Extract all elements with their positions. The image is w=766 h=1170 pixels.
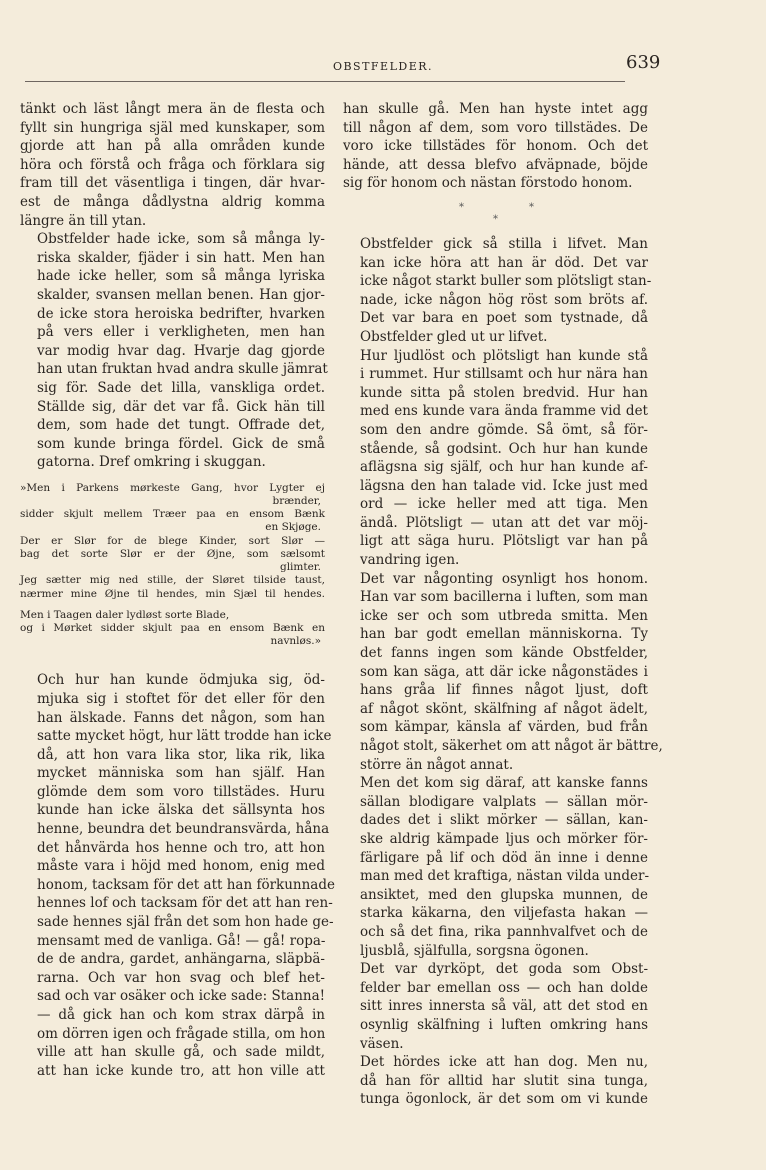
poem-line: glimter. [279, 561, 321, 574]
text-line: mjuka sig i stoftet för det eller för den [37, 690, 325, 707]
text-line: han bar godt emellan människorna. Ty [360, 626, 648, 643]
text-line: gatorna. Dref omkring i skuggan. [37, 454, 266, 471]
text-line: de de andra, gardet, anhängarna, släpbä- [37, 951, 325, 968]
text-line: Det var bara en poet som tystnade, då [360, 310, 648, 327]
asterisk: * [493, 213, 498, 225]
text-line: icke ser och som utbreda smitta. Men [360, 607, 648, 624]
text-line: ändå. Plötsligt — utan att det var möj- [360, 514, 648, 531]
text-line: måste vara i höjd med honom, enig med [37, 858, 325, 875]
text-line: fram till det väsentliga i tingen, där hvar- [20, 175, 325, 192]
poem-line: »Men i Parkens mørkeste Gang, hvor Lygter ej [20, 481, 325, 494]
poem-line: og i Mørket sidder skjult paa en ensom Bænk en [20, 621, 325, 634]
right-column [343, 100, 663, 1109]
text-line: stående, så godsint. Och hur han kunde [360, 440, 648, 457]
text-line: gjorde att han på alla områden kunde [20, 138, 325, 155]
text-line: väsen. [360, 1035, 404, 1052]
poem-line: Der er Slør for de blege Kinder, sort Slør — [20, 534, 325, 547]
text-line: af något skönt, skälfning af något ädelt, [360, 700, 648, 717]
text-line: satte mycket högt, hur lätt trodde han icke [37, 728, 332, 745]
text-line: ansiktet, med den glupska munnen, de [360, 886, 648, 903]
asterisk: * [459, 201, 464, 213]
asterism-divider [343, 193, 648, 235]
text-line: tänkt och läst långt mera än de flesta och [20, 101, 325, 117]
text-line: fyllt sin hungriga själ med kunskaper, som [20, 119, 325, 136]
text-line: om dörren igen och frågade stilla, om hon [37, 1025, 326, 1042]
text-line: dades det i slikt mörker — sällan, kan- [360, 812, 648, 829]
text-line: Obstfelder gled ut ur lifvet. [360, 328, 548, 345]
text-line: mensamt med de vanliga. Gå! — gå! ropa- [37, 932, 326, 949]
text-line: kunde sitta på stolen bredvid. Hur han [360, 384, 648, 401]
running-header: OBSTFELDER. [332, 60, 434, 73]
text-line: Obstfelder hade icke, som så många ly- [37, 231, 325, 248]
text-line: est de många dådlystna aldrig komma [20, 193, 325, 210]
poem-line: Men i Taagen daler lydløst sorte Blade, [20, 608, 230, 621]
text-line: hände, att dessa blefvo afväpnade, böjde [343, 156, 648, 173]
text-line: mycket människa som han själf. Han [37, 765, 325, 782]
poem-stanza [20, 609, 325, 649]
text-line: rarna. Och var hon svag och blef het- [37, 969, 325, 986]
text-line: Hur ljudlöst och plötsligt han kunde stå [360, 347, 648, 364]
text-line: som kämpar, känsla af värden, bud från [360, 719, 648, 736]
text-line: vandring igen. [360, 552, 460, 569]
text-line: Det var dyrköpt, det goda som Obst- [360, 961, 648, 978]
text-line: då han för alltid har slutit sina tunga, [360, 1072, 648, 1089]
text-line: då, att hon vara lika stor, lika rik, lika [37, 746, 325, 763]
text-line: ville att han skulle gå, och sade mildt, [37, 1044, 325, 1061]
poem-line: Jeg sætter mig ned stille, der Sløret tilside taust, [20, 574, 325, 587]
text-line: skalder, svansen mellan benen. Han gjor- [37, 286, 325, 303]
text-line: på vers eller i verkligheten, men han [37, 324, 325, 341]
text-line: voro icke tillstädes för honom. Och det [343, 138, 648, 155]
text-line: ske aldrig kämpade ljus och mörker för- [360, 830, 648, 847]
text-line: ljusblå, själfulla, sorgsna ögonen. [360, 942, 589, 959]
header-rule [25, 81, 625, 82]
text-line: osynlig skälfning i luften omkring hans [360, 1016, 648, 1033]
text-line: dem, som hade det tungt. Offrade det, [37, 417, 325, 434]
text-line: Han var som bacillerna i luften, som man [360, 589, 648, 606]
poem-stanza [20, 482, 325, 601]
paragraph [343, 235, 652, 347]
text-line: större än något annat. [360, 756, 514, 773]
paragraph [20, 671, 335, 1080]
poem-line: navnløs.» [270, 635, 321, 648]
text-line: hans gråa lif finnes något ljust, doft [360, 682, 648, 699]
text-line: de icke stora heroiska bedrifter, hvarken [37, 305, 325, 322]
text-line: till någon af dem, som voro tillstädes. De [343, 119, 648, 136]
text-line: Och hur han kunde ödmjuka sig, öd- [37, 672, 325, 689]
poem-line: nærmer mine Øjne til hendes, min Sjæl til hendes. [20, 587, 325, 600]
text-line: sig för. Sade det lilla, vanskliga ordet. [37, 379, 325, 396]
text-line: han skulle gå. Men han hyste intet agg [343, 101, 648, 117]
paragraph [343, 347, 648, 570]
text-line: man med det kraftiga, nästan vilda under- [360, 868, 650, 885]
text-line: och så det fina, rika pannhvalfvet och de [360, 923, 648, 940]
paragraph [343, 960, 648, 1053]
text-line: något stolt, säkerhet om att något är bättre, [360, 738, 663, 754]
text-line: sig för honom och nästan förstodo honom. [343, 175, 633, 192]
text-line: hade icke heller, som så många lyriska [37, 268, 325, 285]
text-line: starka käkarna, den viljefasta hakan — [360, 905, 648, 922]
text-line: längre än till ytan. [20, 212, 147, 229]
poem-line: en Skjøge. [265, 521, 321, 534]
text-line: kan icke höra att han är död. Det var [360, 254, 648, 271]
asterisk: * [529, 201, 534, 213]
text-line: i rummet. Hur stillsamt och hur nära han [360, 366, 648, 383]
paragraph [20, 100, 325, 230]
text-line: henne, beundra det beundransvärda, håna [37, 821, 330, 838]
text-line: honom, tacksam för det att han förkunnade [37, 876, 335, 893]
poem-line: sidder skjult mellem Træer paa en ensom Bænk [20, 508, 325, 521]
text-line: Ställde sig, där det var få. Gick hän till [37, 398, 325, 415]
text-line: som kunde bringa fördel. Gick de små [37, 435, 325, 452]
text-line: sitt inres innersta så väl, att det stod en [360, 998, 648, 1015]
paragraph [20, 230, 328, 472]
text-line: att han icke kunde tro, att hon ville att [37, 1062, 325, 1079]
text-line: felder bar emellan oss — och han dolde [360, 979, 648, 996]
text-line: med ens kunde vara ända framme vid det [360, 403, 648, 420]
paragraph [343, 100, 648, 193]
text-line: — då gick han och kom strax därpå in [37, 1007, 325, 1023]
text-line: som den andre gömde. Så ömt, så för- [360, 421, 648, 438]
text-line: han utan fruktan hvad andra skulle jämrat [37, 361, 328, 378]
text-line: tunga ögonlock, är det som om vi kunde [360, 1091, 648, 1108]
text-line: Det var någonting osynligt hos honom. [360, 570, 648, 587]
paragraph [343, 774, 648, 960]
text-line: sade hennes själ från det som hon hade ge- [37, 914, 334, 931]
text-line: icke något starkt buller som plötsligt stan- [360, 273, 652, 290]
text-line: ligt att säga huru. Plötsligt var han på [360, 533, 648, 550]
text-line: höra och förstå och fråga och förklara sig [20, 156, 325, 173]
text-line: riska skalder, fjäder i sin hatt. Men han [37, 249, 325, 266]
text-line: han älskade. Fanns det någon, som han [37, 709, 325, 726]
paragraph [343, 1053, 648, 1109]
text-line: Obstfelder gick så stilla i lifvet. Man [360, 235, 648, 252]
text-line: det fanns ingen som kände Obstfelder, [360, 645, 648, 662]
text-line: lägsna den han talade vid. Icke just med [360, 477, 648, 494]
text-line: nade, icke någon hög röst som bröts af. [360, 291, 648, 308]
text-line: var modig hvar dag. Hvarje dag gjorde [37, 342, 325, 359]
text-line: hennes lof och tacksam för det att han ren- [37, 895, 333, 912]
poem-quote [20, 482, 325, 648]
text-line: det hånvärda hos henne och tro, att hon [37, 839, 325, 856]
poem-line: brænder, [272, 495, 321, 508]
text-line: kunde han icke älska det sällsynta hos [37, 802, 325, 819]
paragraph [343, 570, 663, 775]
text-line: sad och var osäker och icke sade: Stanna! [37, 988, 326, 1005]
text-line: som kan säga, att där icke någonstädes i [360, 663, 648, 680]
text-line: Men det kom sig däraf, att kanske fanns [360, 775, 648, 792]
text-line: sällan blodigare valplats — sällan mör- [360, 793, 648, 810]
text-line: Det hördes icke att han dog. Men nu, [360, 1054, 648, 1071]
page-number: 639 [626, 52, 661, 73]
text-line: glömde dem som voro tillstädes. Huru [37, 783, 325, 800]
poem-line: bag det sorte Slør er der Øjne, som sælsomt [20, 547, 325, 560]
text-line: aflägsna sig själf, och hur han kunde af- [360, 459, 648, 476]
text-line: ord — icke heller med att tiga. Men [360, 496, 648, 513]
text-line: färligare på lif och död än inne i denne [360, 849, 648, 866]
left-column [20, 100, 335, 1080]
